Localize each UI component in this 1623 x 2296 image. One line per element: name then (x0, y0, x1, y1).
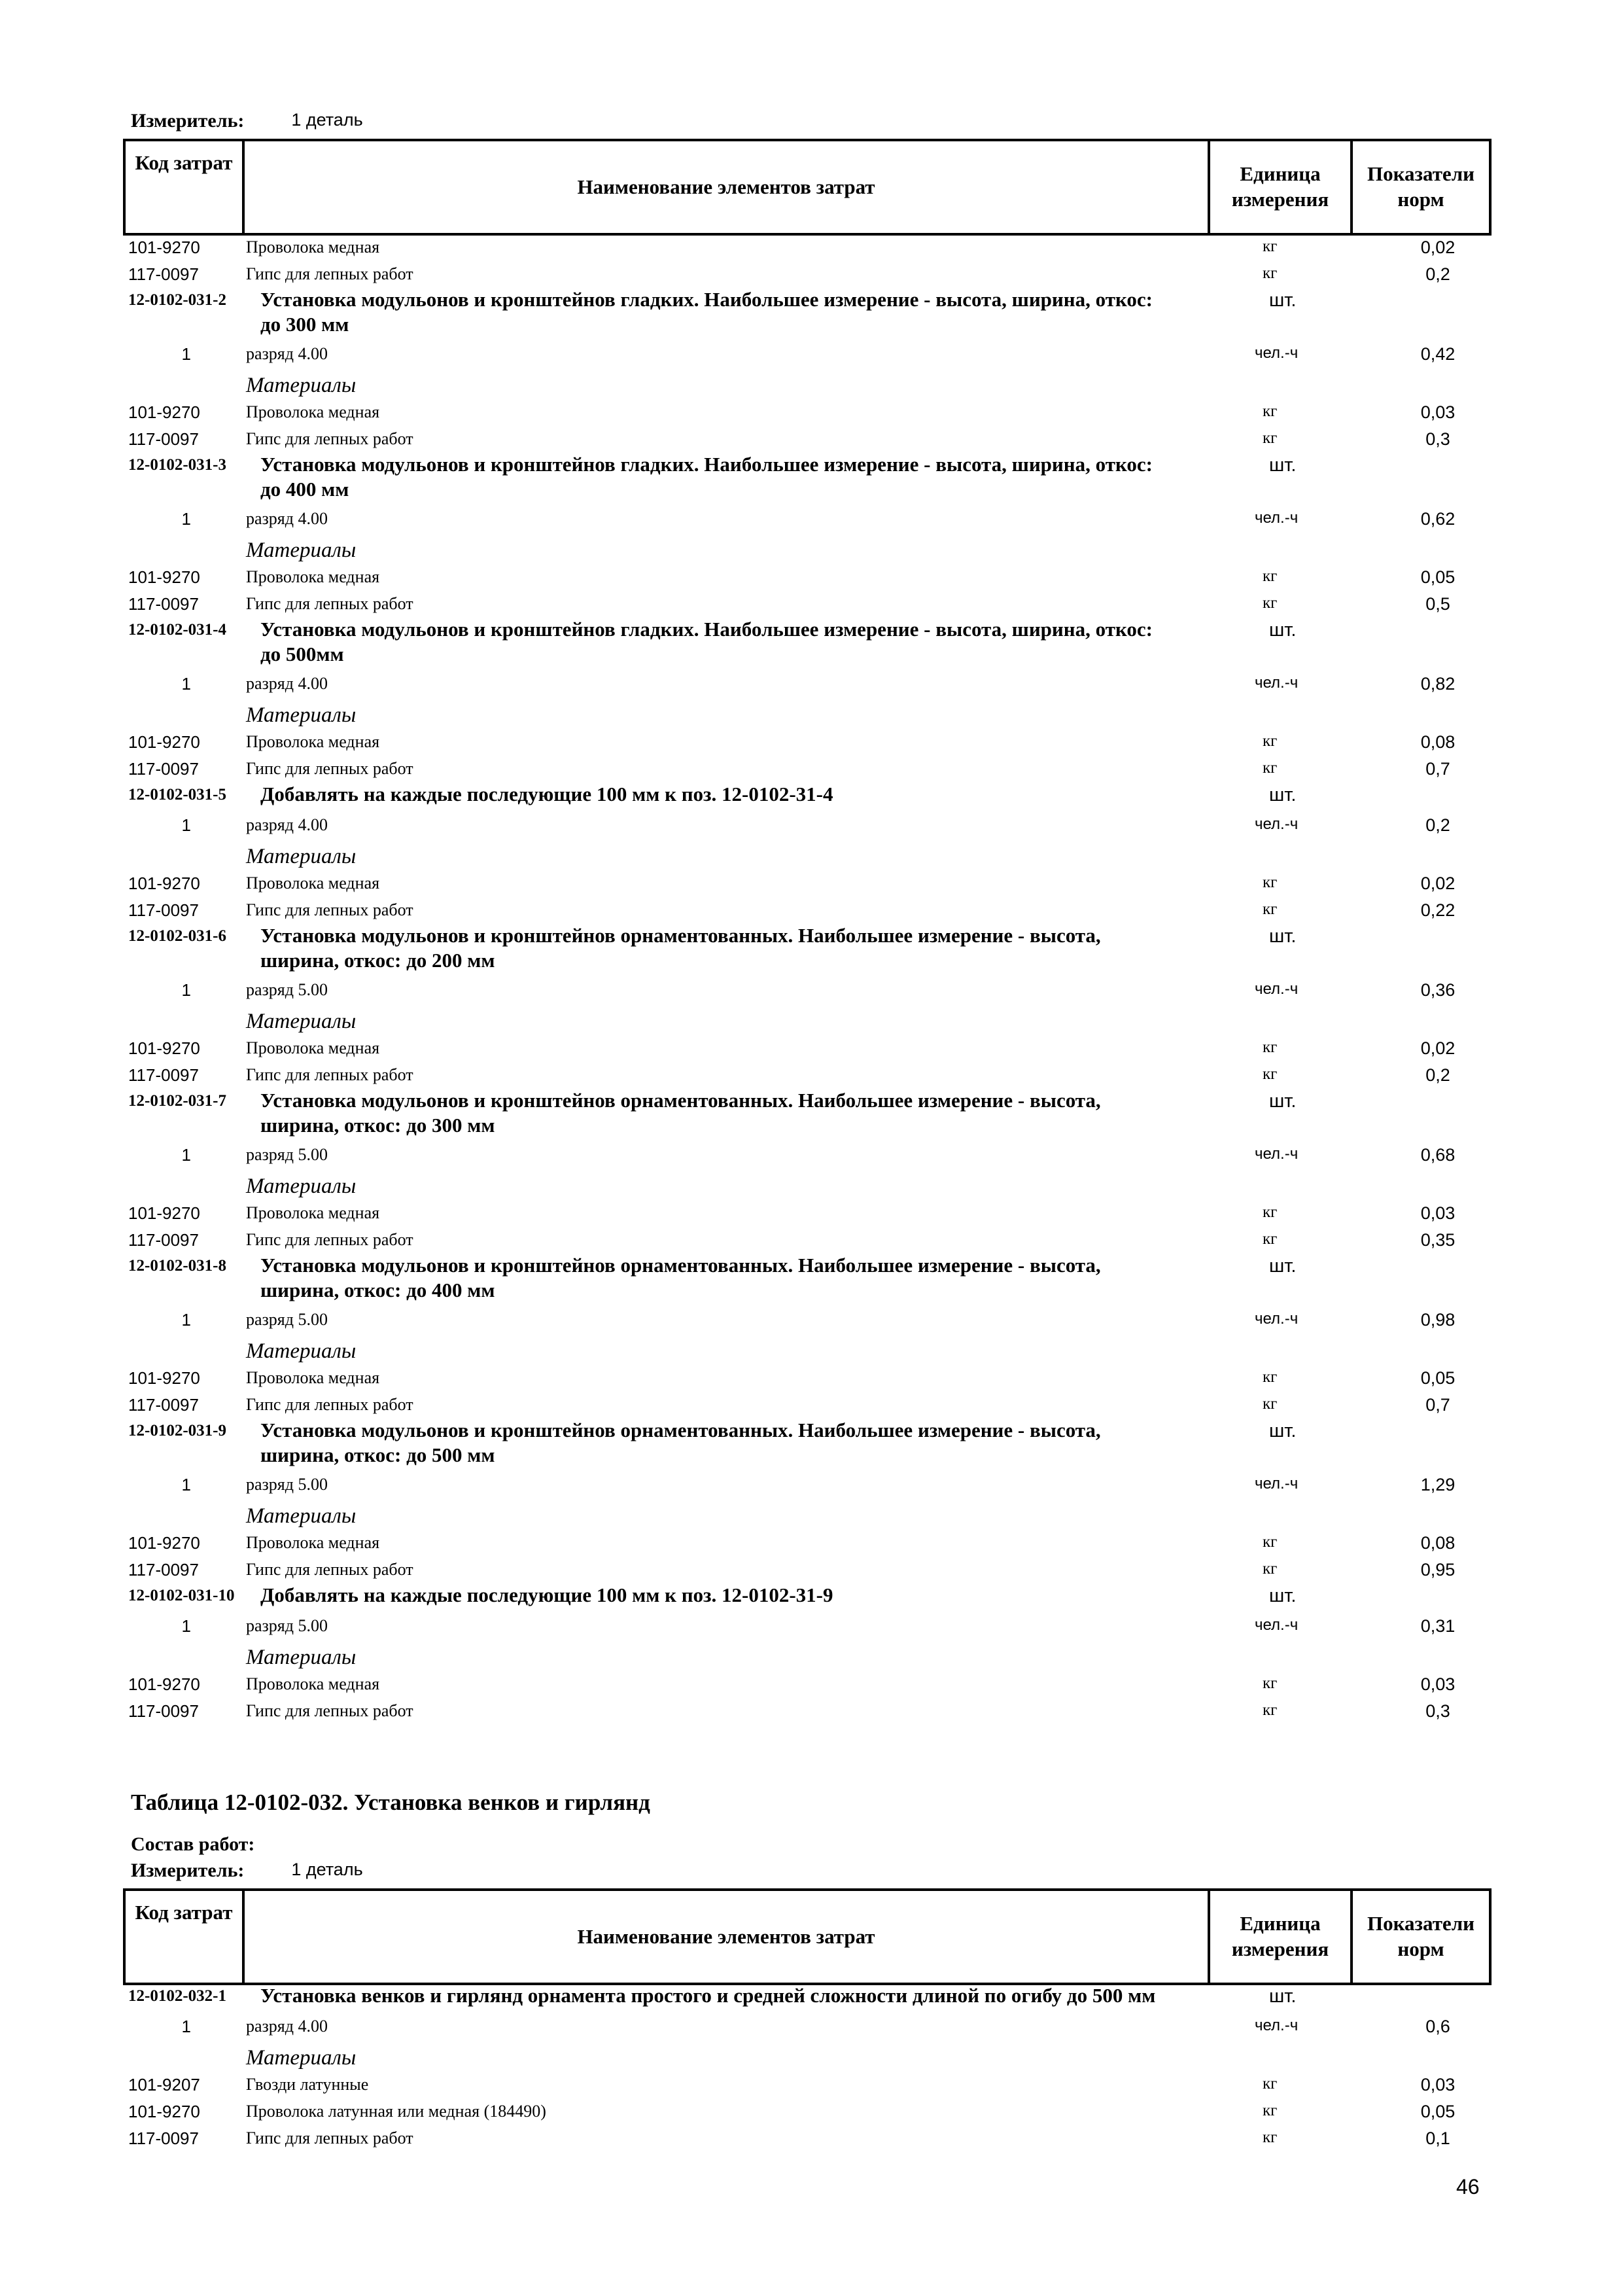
row-name: Гипс для лепных работ (246, 594, 413, 613)
row-name: Гипс для лепных работ (246, 1230, 413, 1249)
measure-line-2 (131, 1860, 363, 1882)
row-code: 101-9270 (128, 402, 200, 422)
header-code-2: Код затрат (126, 1891, 245, 1983)
row-name: Материалы (246, 539, 357, 562)
row-name: разряд 5.00 (246, 980, 328, 999)
header-unit: Единица измерения (1210, 141, 1353, 233)
table-row (123, 453, 1492, 501)
row-unit: шт. (1269, 620, 1297, 641)
row-name: Проволока медная (246, 238, 380, 256)
row-unit: кг (1263, 2102, 1278, 2119)
row-code: 117-0097 (128, 900, 199, 920)
row-code: 1 (181, 674, 191, 694)
row-code: 1 (181, 815, 191, 835)
row-name: Гвозди латунные (246, 2075, 369, 2094)
row-value: 0,03 (1420, 2075, 1456, 2094)
row-name: Гипс для лепных работ (246, 264, 413, 283)
table-row (123, 567, 1492, 593)
row-code: 12-0102-031-4 (128, 621, 226, 639)
row-code: 117-0097 (128, 1065, 199, 1085)
row-unit: кг (1263, 874, 1278, 891)
header-unit-2: Единица измерения (1210, 1891, 1353, 1983)
row-value: 0,98 (1420, 1310, 1456, 1330)
row-value: 0,2 (1425, 264, 1450, 284)
header-code: Код затрат (126, 141, 245, 233)
table-row (123, 2046, 1492, 2072)
row-code: 1 (181, 1475, 191, 1494)
row-unit: чел.-ч (1255, 344, 1299, 362)
table-row (123, 815, 1492, 841)
row-name: Гипс для лепных работ (246, 1560, 413, 1579)
row-value: 0,2 (1425, 1065, 1450, 1085)
table-header-2 (123, 1888, 1492, 1985)
row-name: Гипс для лепных работ (246, 900, 413, 919)
row-value: 0,6 (1425, 2017, 1450, 2036)
header-norm: Показатели норм (1367, 162, 1475, 211)
row-name: разряд 4.00 (246, 815, 328, 834)
row-name: разряд 4.00 (246, 509, 328, 528)
row-name: разряд 5.00 (246, 1145, 328, 1164)
table-row (123, 618, 1492, 665)
row-name: Проволока медная (246, 874, 380, 892)
row-value: 0,05 (1420, 2102, 1456, 2121)
table-row (123, 1984, 1492, 2013)
row-code: 1 (181, 1310, 191, 1330)
row-name: Проволока медная (246, 567, 380, 586)
row-code: 12-0102-031-3 (128, 456, 226, 474)
table-row (123, 1674, 1492, 1701)
page-number: 46 (1456, 2175, 1480, 2199)
row-unit: чел.-ч (1255, 2017, 1299, 2034)
row-name: Гипс для лепных работ (246, 1701, 413, 1720)
table-row (123, 264, 1492, 291)
table-row (123, 674, 1492, 700)
row-name: Материалы (246, 1339, 357, 1363)
table-row (123, 1254, 1492, 1301)
table-header-1 (123, 139, 1492, 236)
table-row (123, 1701, 1492, 1727)
row-name: Материалы (246, 2046, 357, 2070)
table-row (123, 2128, 1492, 2155)
row-code: 117-0097 (128, 1560, 199, 1580)
table-row (123, 1174, 1492, 1201)
table-row (123, 1616, 1492, 1642)
row-unit: чел.-ч (1255, 509, 1299, 527)
row-name: Материалы (246, 374, 357, 397)
row-name: Материалы (246, 703, 357, 727)
row-name: Материалы (246, 1646, 357, 1669)
row-name-cont: ширина, откос: до 200 мм (260, 949, 495, 972)
row-unit: кг (1263, 1560, 1278, 1578)
row-value: 0,95 (1420, 1560, 1456, 1580)
row-unit: кг (1263, 402, 1278, 420)
table-row (123, 1089, 1492, 1137)
table-row (123, 1504, 1492, 1530)
row-name-cont: ширина, откос: до 300 мм (260, 1114, 495, 1137)
measure-label-2: Измеритель: (131, 1860, 245, 1881)
row-code: 12-0102-031-9 (128, 1422, 226, 1439)
row-code: 1 (181, 980, 191, 1000)
table-row (123, 759, 1492, 785)
header-name: Наименование элементов затрат (245, 141, 1210, 233)
row-code: 117-0097 (128, 1395, 199, 1415)
row-code: 101-9270 (128, 1674, 200, 1694)
row-unit: кг (1263, 900, 1278, 918)
row-value: 0,08 (1420, 1533, 1456, 1553)
row-unit: кг (1263, 238, 1278, 255)
table-row (123, 1145, 1492, 1171)
header-name-2: Наименование элементов затрат (245, 1891, 1210, 1983)
table-row (123, 374, 1492, 400)
table-row (123, 1310, 1492, 1336)
row-name: Гипс для лепных работ (246, 429, 413, 448)
table-row (123, 402, 1492, 429)
table-row (123, 1038, 1492, 1065)
row-value: 0,03 (1420, 402, 1456, 422)
row-unit: шт. (1269, 926, 1297, 947)
row-name: Материалы (246, 1174, 357, 1198)
table-row (123, 1419, 1492, 1466)
row-code: 117-0097 (128, 1701, 199, 1721)
row-name: разряд 4.00 (246, 344, 328, 363)
row-code: 101-9270 (128, 1203, 200, 1223)
row-unit: кг (1263, 1701, 1278, 1719)
table-row (123, 1475, 1492, 1501)
table-row (123, 980, 1492, 1006)
table-row (123, 1368, 1492, 1394)
row-code: 12-0102-031-2 (128, 291, 226, 309)
row-value: 0,3 (1425, 1701, 1450, 1721)
row-value: 0,82 (1420, 674, 1456, 694)
table-row (123, 594, 1492, 620)
row-code: 12-0102-031-6 (128, 927, 226, 945)
row-code: 101-9270 (128, 238, 200, 257)
row-unit: чел.-ч (1255, 674, 1299, 692)
row-code: 12-0102-032-1 (128, 1987, 226, 2005)
row-unit: кг (1263, 1065, 1278, 1083)
row-unit: кг (1263, 759, 1278, 777)
row-name-cont: до 400 мм (260, 478, 349, 501)
row-code: 1 (181, 2017, 191, 2036)
row-value: 0,02 (1420, 1038, 1456, 1058)
row-unit: кг (1263, 429, 1278, 447)
row-unit: чел.-ч (1255, 1310, 1299, 1328)
row-code: 12-0102-031-10 (128, 1587, 235, 1604)
row-code: 101-9270 (128, 874, 200, 893)
table-row (123, 1203, 1492, 1229)
row-value: 0,05 (1420, 1368, 1456, 1388)
row-name: Проволока медная (246, 732, 380, 751)
row-name: Проволока латунная или медная (184490) (246, 2102, 546, 2121)
table-row (123, 1010, 1492, 1036)
table-row (123, 2075, 1492, 2101)
row-unit: кг (1263, 1368, 1278, 1386)
row-unit: шт. (1269, 1986, 1297, 2007)
row-unit: кг (1263, 1395, 1278, 1413)
table-row (123, 1646, 1492, 1672)
row-unit: кг (1263, 264, 1278, 282)
row-name: Материалы (246, 1504, 357, 1528)
table-row (123, 2017, 1492, 2043)
row-value: 0,36 (1420, 980, 1456, 1000)
row-code: 117-0097 (128, 2128, 199, 2148)
row-name: Проволока медная (246, 1533, 380, 1552)
row-value: 0,02 (1420, 238, 1456, 257)
row-name: Установка модульонов и кронштейнов гладких. Наибольшее измерение - высота, ширина, откос: (260, 618, 1153, 641)
row-unit: шт. (1269, 455, 1297, 476)
row-name: разряд 5.00 (246, 1616, 328, 1635)
table-row (123, 238, 1492, 264)
table-row (123, 732, 1492, 758)
row-value: 0,5 (1425, 594, 1450, 614)
row-code: 101-9270 (128, 567, 200, 587)
row-unit: кг (1263, 1038, 1278, 1056)
row-name: Проволока медная (246, 1038, 380, 1057)
row-unit: чел.-ч (1255, 1616, 1299, 1634)
row-value: 0,3 (1425, 429, 1450, 449)
row-code: 117-0097 (128, 429, 199, 449)
row-unit: шт. (1269, 290, 1297, 311)
row-value: 0,62 (1420, 509, 1456, 529)
row-code: 1 (181, 344, 191, 364)
row-unit: кг (1263, 1230, 1278, 1248)
row-value: 0,08 (1420, 732, 1456, 752)
row-unit: кг (1263, 594, 1278, 612)
row-name: Проволока медная (246, 1368, 380, 1387)
row-code: 101-9270 (128, 1368, 200, 1388)
row-unit: чел.-ч (1255, 1475, 1299, 1492)
row-value: 1,29 (1420, 1475, 1456, 1494)
row-unit: кг (1263, 1674, 1278, 1692)
row-name: Добавлять на каждые последующие 100 мм к поз. 12-0102-31-4 (260, 783, 833, 805)
row-code: 1 (181, 1616, 191, 1636)
row-code: 117-0097 (128, 759, 199, 779)
row-code: 12-0102-031-5 (128, 786, 226, 804)
row-unit: кг (1263, 567, 1278, 585)
row-name: Установка модульонов и кронштейнов орнаментованных. Наибольшее измерение - высота, (260, 1089, 1101, 1112)
row-unit: шт. (1269, 1585, 1297, 1606)
row-code: 101-9207 (128, 2075, 200, 2094)
row-value: 0,2 (1425, 815, 1450, 835)
row-name: Гипс для лепных работ (246, 759, 413, 778)
table-row (123, 703, 1492, 730)
row-code: 101-9270 (128, 1533, 200, 1553)
row-value: 0,05 (1420, 567, 1456, 587)
row-code: 12-0102-031-8 (128, 1257, 226, 1275)
row-code: 101-9270 (128, 1038, 200, 1058)
measure-value-2: 1 деталь (291, 1860, 363, 1879)
row-name: Материалы (246, 845, 357, 868)
row-unit: кг (1263, 1533, 1278, 1551)
row-name: Установка модульонов и кронштейнов орнаментованных. Наибольшее измерение - высота, (260, 1254, 1101, 1277)
table-row (123, 783, 1492, 812)
row-code: 1 (181, 509, 191, 529)
row-code: 1 (181, 1145, 191, 1165)
row-unit: чел.-ч (1255, 1145, 1299, 1163)
row-unit: кг (1263, 1203, 1278, 1221)
table2-sostav: Состав работ: (131, 1833, 255, 1855)
table-row (123, 509, 1492, 535)
table-row (123, 344, 1492, 370)
table-row (123, 288, 1492, 336)
measure-label: Измеритель: (131, 110, 245, 132)
table-row (123, 1395, 1492, 1421)
row-unit: чел.-ч (1255, 815, 1299, 833)
row-code: 117-0097 (128, 1230, 199, 1250)
table-row (123, 2102, 1492, 2128)
row-name-cont: до 300 мм (260, 313, 349, 336)
row-value: 0,7 (1425, 759, 1450, 779)
row-value: 0,03 (1420, 1674, 1456, 1694)
table-row (123, 1583, 1492, 1613)
header-norm-2: Показатели норм (1367, 1912, 1475, 1960)
row-name: Проволока медная (246, 1203, 380, 1222)
row-name: Установка модульонов и кронштейнов гладких. Наибольшее измерение - высота, ширина, откос: (260, 453, 1153, 476)
table-row (123, 1065, 1492, 1091)
table2-title: Таблица 12-0102-032. Установка венков и гирлянд (131, 1790, 650, 1815)
row-name: Проволока медная (246, 402, 380, 421)
row-value: 0,68 (1420, 1145, 1456, 1165)
row-unit: шт. (1269, 1421, 1297, 1441)
row-code: 117-0097 (128, 264, 199, 284)
measure-value: 1 деталь (291, 110, 363, 130)
row-unit: шт. (1269, 1256, 1297, 1277)
row-code: 101-9270 (128, 732, 200, 752)
row-unit: кг (1263, 2075, 1278, 2093)
row-value: 0,02 (1420, 874, 1456, 893)
row-name: разряд 5.00 (246, 1475, 328, 1494)
row-name: разряд 4.00 (246, 674, 328, 693)
table-row (123, 429, 1492, 455)
row-name: Материалы (246, 1010, 357, 1033)
row-name-cont: ширина, откос: до 400 мм (260, 1279, 495, 1301)
table-row (123, 1230, 1492, 1256)
row-name: Установка венков и гирлянд орнамента простого и средней сложности длиной по огибу до 500 мм (260, 1984, 1156, 2007)
row-name: Гипс для лепных работ (246, 2128, 413, 2147)
table-row (123, 924, 1492, 972)
row-name: Гипс для лепных работ (246, 1065, 413, 1084)
row-unit: чел.-ч (1255, 980, 1299, 998)
row-name-cont: ширина, откос: до 500 мм (260, 1443, 495, 1466)
row-value: 0,42 (1420, 344, 1456, 364)
table-row (123, 1533, 1492, 1559)
row-unit: кг (1263, 732, 1278, 750)
row-value: 0,31 (1420, 1616, 1456, 1636)
row-code: 101-9270 (128, 2102, 200, 2121)
row-name: Добавлять на каждые последующие 100 мм к поз. 12-0102-31-9 (260, 1583, 833, 1606)
row-code: 12-0102-031-7 (128, 1092, 226, 1110)
row-name: Установка модульонов и кронштейнов орнаментованных. Наибольшее измерение - высота, (260, 924, 1101, 947)
table-row (123, 1560, 1492, 1586)
row-value: 0,1 (1425, 2128, 1450, 2148)
row-code: 117-0097 (128, 594, 199, 614)
row-unit: шт. (1269, 1091, 1297, 1112)
row-value: 0,35 (1420, 1230, 1456, 1250)
row-name: Гипс для лепных работ (246, 1395, 413, 1414)
measure-line-top (131, 110, 363, 132)
row-value: 0,7 (1425, 1395, 1450, 1415)
table-row (123, 539, 1492, 565)
row-name: Проволока медная (246, 1674, 380, 1693)
table-row (123, 900, 1492, 927)
row-name: разряд 4.00 (246, 2017, 328, 2036)
table-row (123, 845, 1492, 871)
table-row (123, 874, 1492, 900)
row-name: Установка модульонов и кронштейнов гладких. Наибольшее измерение - высота, ширина, откос: (260, 288, 1153, 311)
row-name: Установка модульонов и кронштейнов орнаментованных. Наибольшее измерение - высота, (260, 1419, 1101, 1441)
row-unit: шт. (1269, 785, 1297, 805)
row-name: разряд 5.00 (246, 1310, 328, 1329)
row-value: 0,03 (1420, 1203, 1456, 1223)
row-name-cont: до 500мм (260, 643, 344, 665)
row-value: 0,22 (1420, 900, 1456, 920)
row-unit: кг (1263, 2128, 1278, 2146)
table-row (123, 1339, 1492, 1366)
